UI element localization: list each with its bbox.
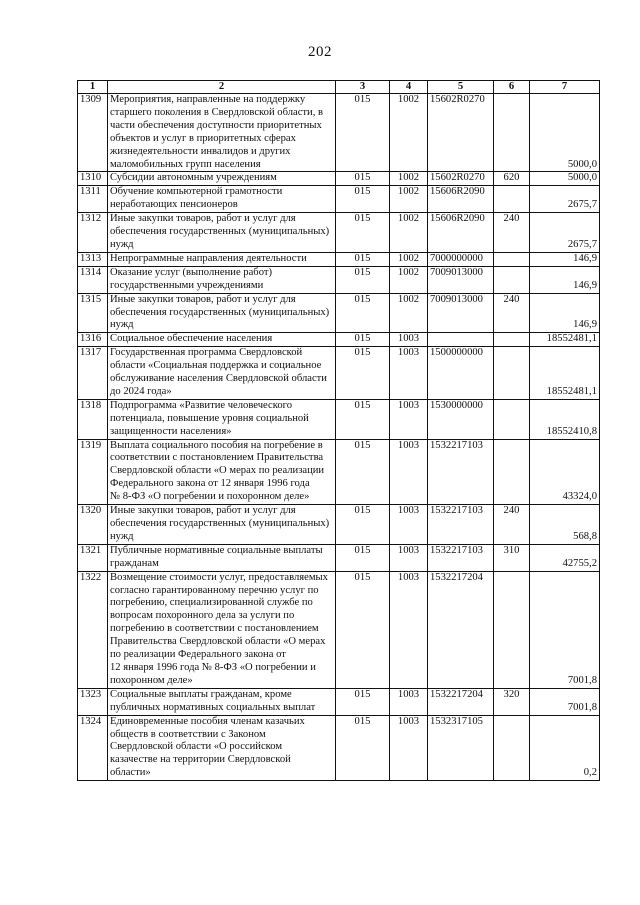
row-section-code: 1003 <box>390 439 428 505</box>
row-admin-code: 015 <box>336 333 390 347</box>
row-admin-code: 015 <box>336 172 390 186</box>
row-amount: 7001,8 <box>530 688 600 715</box>
row-admin-code: 015 <box>336 347 390 400</box>
row-expense-type: 320 <box>494 688 530 715</box>
row-number: 1322 <box>78 571 108 688</box>
row-target-code: 1530000000 <box>428 399 494 439</box>
row-expense-type <box>494 571 530 688</box>
row-expense-type: 620 <box>494 172 530 186</box>
row-amount: 146,9 <box>530 252 600 266</box>
row-admin-code: 015 <box>336 94 390 172</box>
row-amount: 0,2 <box>530 715 600 781</box>
budget-table <box>77 80 600 781</box>
row-amount: 5000,0 <box>530 94 600 172</box>
table-row <box>78 571 600 688</box>
row-admin-code: 015 <box>336 439 390 505</box>
row-name: Социальные выплаты гражданам, кроме публичных нормативных социальных выплат <box>108 688 336 715</box>
row-admin-code: 015 <box>336 186 390 213</box>
row-expense-type <box>494 347 530 400</box>
row-number: 1312 <box>78 213 108 253</box>
table-row <box>78 439 600 505</box>
row-amount: 5000,0 <box>530 172 600 186</box>
row-name: Иные закупки товаров, работ и услуг для обеспечения государственных (муниципальных) нужд <box>108 293 336 333</box>
table-row <box>78 293 600 333</box>
row-number: 1314 <box>78 266 108 293</box>
row-target-code: 15602R0270 <box>428 94 494 172</box>
table-row <box>78 544 600 571</box>
table-row <box>78 94 600 172</box>
row-name: Публичные нормативные социальные выплаты гражданам <box>108 544 336 571</box>
row-name: Иные закупки товаров, работ и услуг для обеспечения государственных (муниципальных) нужд <box>108 213 336 253</box>
table-row <box>78 688 600 715</box>
row-number: 1320 <box>78 505 108 545</box>
row-expense-type <box>494 715 530 781</box>
table-row <box>78 333 600 347</box>
row-target-code: 1532217103 <box>428 505 494 545</box>
row-expense-type <box>494 186 530 213</box>
table-row <box>78 172 600 186</box>
row-target-code: 1532217204 <box>428 688 494 715</box>
row-expense-type <box>494 94 530 172</box>
row-section-code: 1003 <box>390 505 428 545</box>
row-amount: 146,9 <box>530 266 600 293</box>
header-row <box>78 81 600 94</box>
table-row <box>78 266 600 293</box>
row-amount: 146,9 <box>530 293 600 333</box>
row-number: 1318 <box>78 399 108 439</box>
header-col-6: 6 <box>494 81 530 94</box>
row-expense-type: 310 <box>494 544 530 571</box>
row-section-code: 1003 <box>390 544 428 571</box>
row-amount: 18552481,1 <box>530 347 600 400</box>
row-target-code: 7000000000 <box>428 252 494 266</box>
row-expense-type <box>494 399 530 439</box>
row-target-code: 15606R2090 <box>428 213 494 253</box>
row-admin-code: 015 <box>336 715 390 781</box>
row-section-code: 1003 <box>390 688 428 715</box>
row-admin-code: 015 <box>336 505 390 545</box>
row-section-code: 1002 <box>390 172 428 186</box>
header-col-7: 7 <box>530 81 600 94</box>
table-row <box>78 252 600 266</box>
header-col-5: 5 <box>428 81 494 94</box>
header-col-3: 3 <box>336 81 390 94</box>
row-admin-code: 015 <box>336 571 390 688</box>
header-col-4: 4 <box>390 81 428 94</box>
row-target-code: 7009013000 <box>428 266 494 293</box>
row-number: 1311 <box>78 186 108 213</box>
row-number: 1315 <box>78 293 108 333</box>
row-amount: 7001,8 <box>530 571 600 688</box>
row-section-code: 1002 <box>390 213 428 253</box>
row-name: Выплата социального пособия на погребение в соответствии с постановлением Правительства Свердловской области «О мерах по реализации Федерального закона от 12 января 1996 года № 8-ФЗ «О погребении и похоронном деле» <box>108 439 336 505</box>
row-target-code <box>428 333 494 347</box>
row-target-code: 1532317105 <box>428 715 494 781</box>
row-section-code: 1003 <box>390 399 428 439</box>
header-col-1: 1 <box>78 81 108 94</box>
row-amount: 43324,0 <box>530 439 600 505</box>
row-amount: 2675,7 <box>530 213 600 253</box>
row-target-code: 7009013000 <box>428 293 494 333</box>
row-admin-code: 015 <box>336 293 390 333</box>
row-expense-type <box>494 333 530 347</box>
page-number: 202 <box>308 44 332 60</box>
row-expense-type <box>494 252 530 266</box>
row-number: 1313 <box>78 252 108 266</box>
row-section-code: 1003 <box>390 347 428 400</box>
row-admin-code: 015 <box>336 688 390 715</box>
row-expense-type <box>494 266 530 293</box>
row-target-code: 1500000000 <box>428 347 494 400</box>
row-section-code: 1002 <box>390 293 428 333</box>
row-name: Оказание услуг (выполнение работ) государственными учреждениями <box>108 266 336 293</box>
row-target-code: 1532217103 <box>428 439 494 505</box>
table-row <box>78 213 600 253</box>
row-number: 1316 <box>78 333 108 347</box>
row-section-code: 1003 <box>390 333 428 347</box>
row-amount: 568,8 <box>530 505 600 545</box>
row-section-code: 1002 <box>390 252 428 266</box>
table-row <box>78 505 600 545</box>
row-number: 1319 <box>78 439 108 505</box>
table-row <box>78 715 600 781</box>
row-expense-type <box>494 439 530 505</box>
row-number: 1323 <box>78 688 108 715</box>
row-expense-type: 240 <box>494 505 530 545</box>
row-admin-code: 015 <box>336 252 390 266</box>
row-expense-type: 240 <box>494 293 530 333</box>
row-target-code: 1532217204 <box>428 571 494 688</box>
row-number: 1321 <box>78 544 108 571</box>
row-section-code: 1003 <box>390 715 428 781</box>
row-name: Единовременные пособия членам казачьих обществ в соответствии с Законом Свердловской области «О российском казачестве на территории Свердловской области» <box>108 715 336 781</box>
row-section-code: 1003 <box>390 571 428 688</box>
row-amount: 2675,7 <box>530 186 600 213</box>
row-amount: 18552481,1 <box>530 333 600 347</box>
header-col-2: 2 <box>108 81 336 94</box>
row-expense-type: 240 <box>494 213 530 253</box>
table-row <box>78 347 600 400</box>
row-target-code: 15606R2090 <box>428 186 494 213</box>
row-target-code: 1532217103 <box>428 544 494 571</box>
table-row <box>78 399 600 439</box>
row-name: Непрограммные направления деятельности <box>108 252 336 266</box>
row-number: 1317 <box>78 347 108 400</box>
row-name: Субсидии автономным учреждениям <box>108 172 336 186</box>
row-amount: 42755,2 <box>530 544 600 571</box>
table-body <box>78 94 600 781</box>
row-section-code: 1002 <box>390 94 428 172</box>
row-number: 1309 <box>78 94 108 172</box>
row-name: Государственная программа Свердловской области «Социальная поддержка и социальное обслуживание населения Свердловской области до 2024 года» <box>108 347 336 400</box>
row-section-code: 1002 <box>390 266 428 293</box>
row-number: 1324 <box>78 715 108 781</box>
row-admin-code: 015 <box>336 266 390 293</box>
row-name: Возмещение стоимости услуг, предоставляемых согласно гарантированному перечню услуг по погребению, специализированной службе по вопросам похоронного дела за услуги по погребению в соответствии с постановлением Правительства Свердловской области «О мерах по реализации Федерального закона от 12 января 1996 года № 8-ФЗ «О погребении и похоронном деле» <box>108 571 336 688</box>
row-amount: 18552410,8 <box>530 399 600 439</box>
row-number: 1310 <box>78 172 108 186</box>
row-name: Обучение компьютерной грамотности неработающих пенсионеров <box>108 186 336 213</box>
row-name: Иные закупки товаров, работ и услуг для обеспечения государственных (муниципальных) нужд <box>108 505 336 545</box>
row-name: Подпрограмма «Развитие человеческого потенциала, повышение уровня социальной защищенности населения» <box>108 399 336 439</box>
row-target-code: 15602R0270 <box>428 172 494 186</box>
row-admin-code: 015 <box>336 213 390 253</box>
row-name: Социальное обеспечение населения <box>108 333 336 347</box>
row-admin-code: 015 <box>336 399 390 439</box>
row-admin-code: 015 <box>336 544 390 571</box>
table-row <box>78 186 600 213</box>
row-name: Мероприятия, направленные на поддержку старшего поколения в Свердловской области, в части обеспечения доступности приоритетных объектов и услуг в приоритетных сферах жизнедеятельности инвалидов и других маломобильных групп населения <box>108 94 336 172</box>
row-section-code: 1002 <box>390 186 428 213</box>
